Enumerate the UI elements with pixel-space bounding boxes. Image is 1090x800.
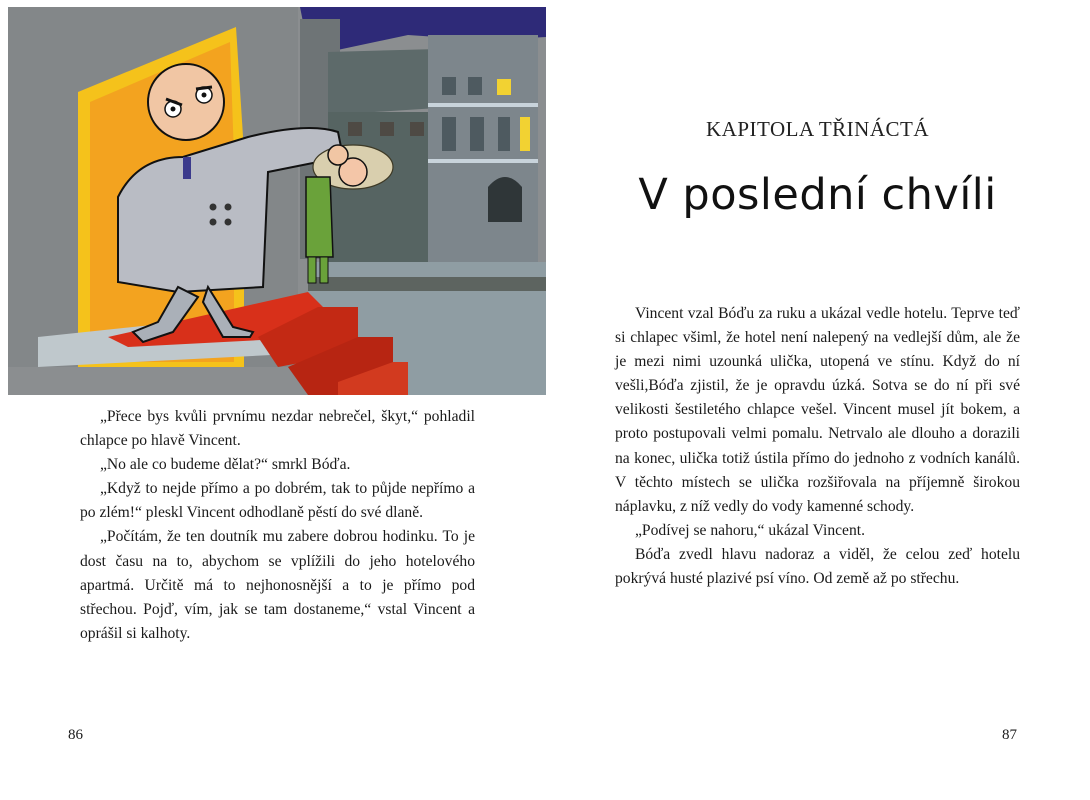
window [470, 117, 484, 151]
window [410, 122, 424, 136]
lit-window [497, 79, 511, 95]
boy-leg [320, 257, 328, 283]
man-pupil [202, 93, 207, 98]
button [210, 204, 217, 211]
paragraph: „Přece bys kvůli prvnímu nezdar nebrečel, škyt,“ pohladil chlapce po hlavě Vincent. [80, 408, 475, 450]
chapter-illustration [8, 7, 546, 395]
building-ledge-2 [428, 159, 538, 163]
right-page-text [615, 302, 1020, 591]
window [380, 122, 394, 136]
paragraph: „Když to nejde přímo a po dobrém, tak to půjde nepřímo a po zlém!“ pleskl Vincent odhodlaně pěstí do své dlaně. [80, 480, 475, 522]
boy-coat [306, 177, 333, 257]
boy-leg [308, 257, 316, 283]
page-number-left: 86 [68, 727, 83, 743]
man-tie [183, 157, 191, 179]
man-head [148, 64, 224, 140]
chapter-title: V poslední chvíli [638, 170, 997, 220]
arched-door [488, 177, 522, 222]
paragraph: Vincent vzal Bóďu za ruku a ukázal vedle hotelu. Teprve teď si chlapec všiml, že hotel není nalepený na vedlejší dům, ale že je mezi nimi uzounká ulička, utopená ve stínu. Když do ní vešli,Bóďa zjistil, že je opravdu úzká. Sotva se do ní při své velikosti šestiletého chlapce vešel. Vincent musel jít bokem, a proto postupovali velmi pomalu. Netrvalo ale dlouho a dorazili na konec, ulička totiž ústila přímo do jednoho z vodních kanálů. V těchto místech se ulička rozšiřovala na příjemně širokou náplavku, z níž vedly do vody kamenné schody. [615, 305, 1020, 515]
window [442, 77, 456, 95]
right-page [545, 0, 1090, 800]
canal-edge [308, 277, 546, 291]
button [225, 219, 232, 226]
lit-window [520, 117, 530, 151]
paragraph: Bóďa zvedl hlavu nadoraz a viděl, že celou zeď hotelu pokrývá husté plazivé psí víno. Od země až po střechu. [615, 545, 1020, 588]
window [468, 77, 482, 95]
paragraph: „Počítám, že ten doutník mu zabere dobrou hodinku. To je dost času na to, abychom se vplížili do jeho hotelového apartmá. Určitě má to nejhonosnější a to je přímo pod střechou. Pojď, vím, jak se tam dostaneme,“ vstal Vincent a oprášil si kalhoty. [80, 528, 475, 642]
paragraph: „Podívej se nahoru,“ ukázal Vincent. [635, 521, 866, 539]
button [210, 219, 217, 226]
window [348, 122, 362, 136]
page-number-right: 87 [1002, 727, 1017, 743]
window [498, 117, 510, 151]
button [225, 204, 232, 211]
building-ledge [428, 103, 538, 107]
man-pupil [171, 107, 176, 112]
man-hand [328, 145, 348, 165]
illustration-svg [8, 7, 546, 395]
paragraph: „No ale co budeme dělat?“ smrkl Bóďa. [100, 456, 351, 474]
window [442, 117, 456, 151]
chapter-label: KAPITOLA TŘINÁCTÁ [706, 117, 929, 141]
left-page-text [80, 405, 475, 646]
